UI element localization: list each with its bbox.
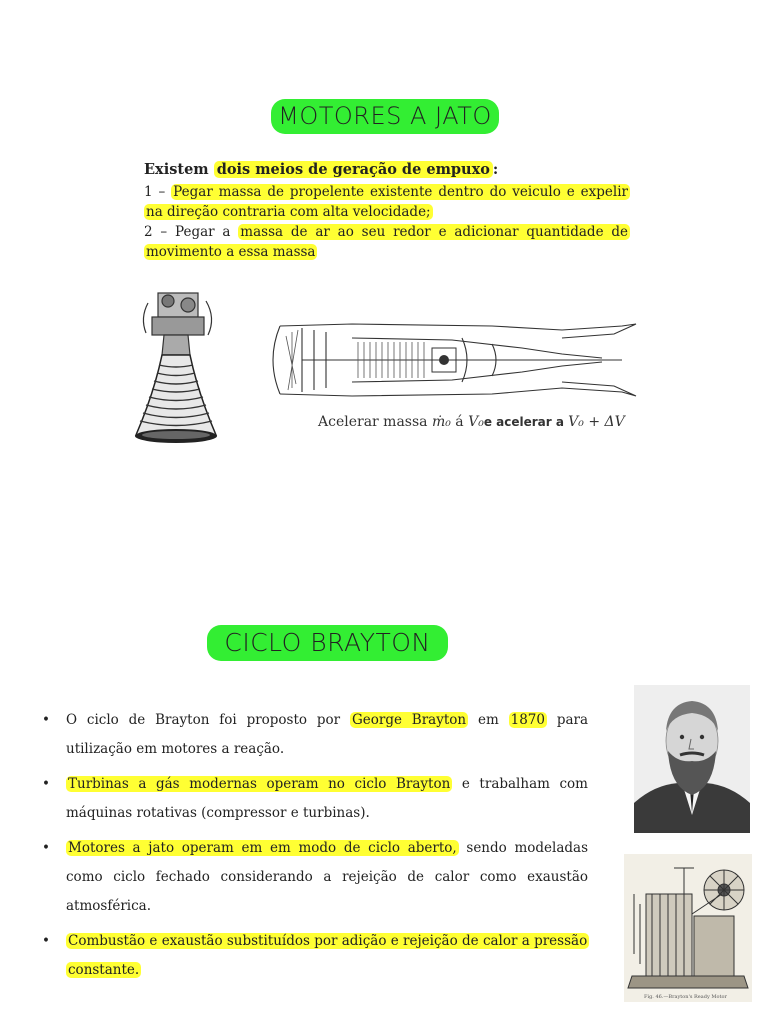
- brayton-bullet-list: [40, 706, 588, 991]
- engine-figure-caption: Fig. 46.—Brayton's Ready Motor: [644, 994, 727, 1000]
- intro-block: [144, 160, 630, 262]
- caption-m0: ṁ₀: [431, 414, 451, 430]
- item2-prefix: 2 – Pegar a: [144, 224, 239, 240]
- b1-highlight-name: George Brayton: [351, 712, 467, 728]
- intro-highlight: dois meios de geração de empuxo: [214, 161, 493, 178]
- item2-highlight: massa de ar ao seu redor e adicionar quantidade de movimento a essa massa: [146, 224, 629, 260]
- list-item: [40, 706, 588, 764]
- b4-highlight: Combustão e exaustão substituídos por adição e rejeição de calor a pressão constante.: [68, 933, 588, 978]
- b1-highlight-year: 1870: [510, 712, 545, 728]
- caption-text: Acelerar massa: [318, 414, 432, 430]
- brayton-engine-image: [624, 854, 752, 1002]
- caption-v0: V₀: [468, 414, 484, 430]
- intro-item-1: [144, 182, 630, 222]
- b3-highlight: Motores a jato operam em em modo de ciclo aberto,: [68, 840, 457, 856]
- rocket-engine-image: [128, 283, 224, 449]
- bullet-dot: •: [42, 712, 50, 728]
- list-item: [40, 770, 588, 828]
- section-title-motores: MOTORES A JATO: [271, 99, 499, 134]
- b2-post: e trabalham com máquinas rotativas (compressor e turbinas).: [66, 776, 588, 821]
- b2-highlight: Turbinas a gás modernas operam no ciclo Brayton: [68, 776, 451, 792]
- bullet-dot: •: [42, 776, 50, 792]
- b1-mid: em: [468, 712, 509, 728]
- intro-item-2: [144, 222, 630, 262]
- b1-post: para utilização em motores a reação.: [66, 712, 589, 757]
- brayton-portrait-image: [634, 685, 750, 833]
- caption-mid: e acelerar a: [483, 415, 569, 429]
- caption-v0-dv: V₀ + ΔV: [568, 414, 625, 430]
- bullet-dot: •: [42, 933, 50, 949]
- intro-prefix: Existem: [144, 161, 214, 178]
- item1-highlight: Pegar massa de propelente existente dentro do veiculo e expelir na direção contraria com alta velocidade;: [146, 184, 628, 220]
- caption-a: á: [450, 414, 469, 430]
- intro-heading: [144, 160, 630, 180]
- section-title-brayton: CICLO BRAYTON: [207, 625, 448, 661]
- intro-suffix: :: [492, 161, 499, 178]
- list-item: [40, 927, 588, 985]
- jet-caption: [318, 414, 625, 430]
- list-item: [40, 834, 588, 921]
- item1-prefix: 1 –: [144, 184, 172, 200]
- bullet-dot: •: [42, 840, 50, 856]
- b3-post: sendo modeladas como ciclo fechado considerando a rejeição de calor como exaustão atmosférica.: [66, 840, 588, 914]
- b1-pre: O ciclo de Brayton foi proposto por: [66, 712, 350, 728]
- jet-engine-diagram: [262, 318, 638, 402]
